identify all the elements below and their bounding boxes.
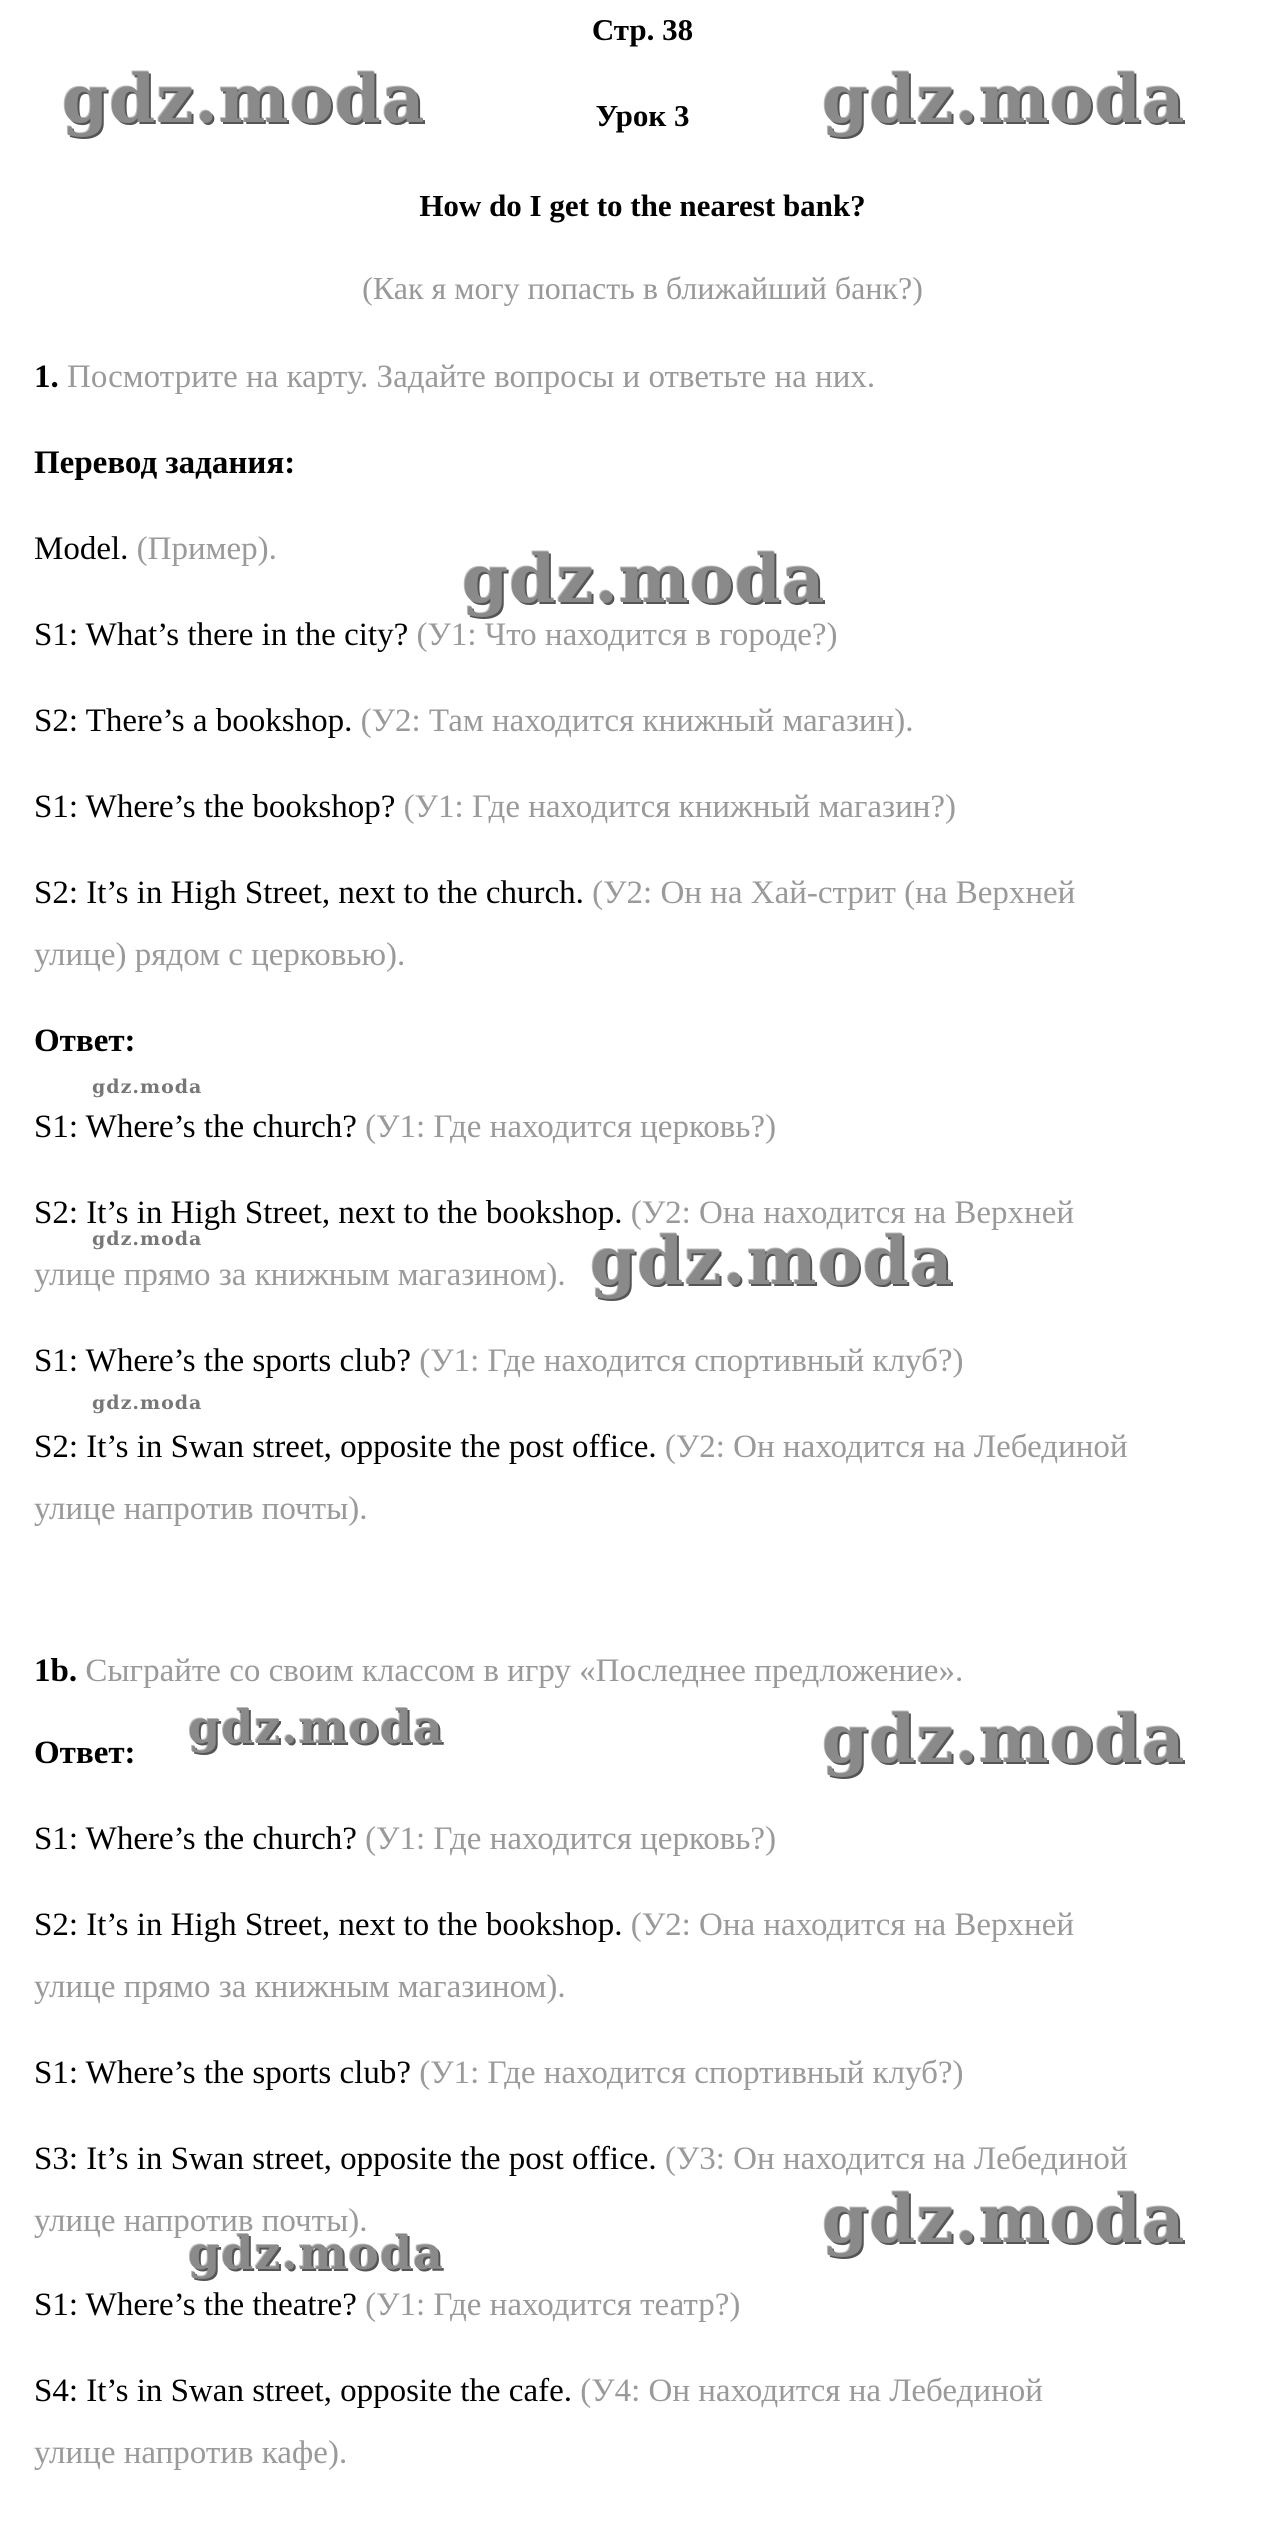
line-en: S4: It’s in Swan street, opposite the cafe. <box>34 2373 572 2409</box>
watermark: gdz.moda <box>188 2226 444 2280</box>
model-dialog-line <box>34 776 1234 838</box>
line-en: S2: It’s in High Street, next to the church. <box>34 875 584 911</box>
watermark: gdz.moda <box>590 1222 954 1300</box>
watermark: gdz.moda <box>62 60 426 138</box>
line-en: S3: It’s in Swan street, opposite the post office. <box>34 2141 657 2177</box>
line-ru: (У2: Он на Хай-стрит (на Верхней <box>592 875 1076 911</box>
model-dialog-line <box>34 690 1234 752</box>
line-ru: (У1: Где находится книжный магазин?) <box>403 789 957 825</box>
answer-heading: Ответ: <box>34 1023 136 1059</box>
line-en: S1: Where’s the church? <box>34 1109 357 1145</box>
task1b-number: 1b. <box>34 1653 78 1689</box>
task1b-instruction-text: Сыграйте со своим классом в игру «Последнее предложение». <box>85 1653 964 1689</box>
watermark: gdz.moda <box>462 540 826 618</box>
model-en: Model. <box>34 531 129 567</box>
line-en: S2: It’s in Swan street, opposite the post office. <box>34 1429 657 1465</box>
answer-line <box>34 1808 1234 1870</box>
line-ru: (У1: Где находится церковь?) <box>365 1109 777 1145</box>
answer-line <box>34 1330 1234 1392</box>
answer-line <box>34 2360 1234 2484</box>
watermark: gdz.moda <box>92 1228 203 1250</box>
translation-heading: Перевод задания: <box>34 445 296 481</box>
line-ru: (У1: Где находится спортивный клуб?) <box>419 1343 964 1379</box>
watermark: gdz.moda <box>822 1700 1186 1778</box>
lesson-title: Урок 3 <box>595 98 690 133</box>
line-ru: (У1: Где находится церковь?) <box>365 1821 777 1857</box>
line-en: S2: There’s a bookshop. <box>34 703 353 739</box>
topic-title: How do I get to the nearest bank? <box>419 188 866 223</box>
line-en: S1: Where’s the theatre? <box>34 2287 357 2323</box>
model-dialog-line <box>34 862 1234 986</box>
line-en: S1: Where’s the church? <box>34 1821 357 1857</box>
task1-instruction <box>34 346 1234 408</box>
line-ru-cont: улице) рядом с церковью). <box>34 937 406 973</box>
answer-line <box>34 2042 1234 2104</box>
line-ru: (У1: Что находится в городе?) <box>416 617 838 653</box>
task1b-instruction <box>34 1640 1234 1702</box>
task1b-answer-heading: Ответ: <box>34 1735 136 1771</box>
line-en: S1: Where’s the bookshop? <box>34 789 396 825</box>
watermark: gdz.moda <box>92 1076 203 1098</box>
watermark: gdz.moda <box>188 1700 444 1754</box>
task1-instruction-text: Посмотрите на карту. Задайте вопросы и ответьте на них. <box>67 359 876 395</box>
page-number: Стр. 38 <box>591 12 694 47</box>
line-en: S2: It’s in High Street, next to the bookshop. <box>34 1195 623 1231</box>
watermark: gdz.moda <box>822 2180 1186 2258</box>
line-ru: (У2: Он находится на Лебединой <box>664 1429 1128 1465</box>
line-ru: (У2: Там находится книжный магазин). <box>360 703 914 739</box>
answer-line <box>34 1096 1234 1158</box>
line-ru: (У2: Она находится на Верхней <box>630 1907 1075 1943</box>
line-ru: (У1: Где находится спортивный клуб?) <box>419 2055 964 2091</box>
line-ru-cont: улице напротив почты). <box>34 2203 368 2239</box>
line-ru: (У2: Она находится на Верхней <box>630 1195 1075 1231</box>
watermark: gdz.moda <box>92 1392 203 1414</box>
line-en: S1: Where’s the sports club? <box>34 2055 411 2091</box>
answer-line <box>34 1416 1234 1540</box>
model-ru: (Пример). <box>136 531 277 567</box>
line-ru: (У3: Он находится на Лебединой <box>664 2141 1128 2177</box>
topic-translation: (Как я могу попасть в ближайший банк?) <box>362 270 923 306</box>
task1-number: 1. <box>34 359 59 395</box>
answer-line <box>34 1894 1234 2018</box>
line-en: S1: Where’s the sports club? <box>34 1343 411 1379</box>
watermark: gdz.moda <box>822 60 1186 138</box>
answer-line <box>34 2274 1234 2336</box>
line-en: S1: What’s there in the city? <box>34 617 409 653</box>
line-ru-cont: улице прямо за книжным магазином). <box>34 1969 566 2005</box>
line-ru: (У4: Он находится на Лебединой <box>580 2373 1043 2409</box>
line-ru-cont: улице прямо за книжным магазином). <box>34 1257 566 1293</box>
line-en: S2: It’s in High Street, next to the bookshop. <box>34 1907 623 1943</box>
line-ru-cont: улице напротив почты). <box>34 1491 368 1527</box>
line-ru-cont: улице напротив кафе). <box>34 2435 348 2471</box>
line-ru: (У1: Где находится театр?) <box>365 2287 741 2323</box>
